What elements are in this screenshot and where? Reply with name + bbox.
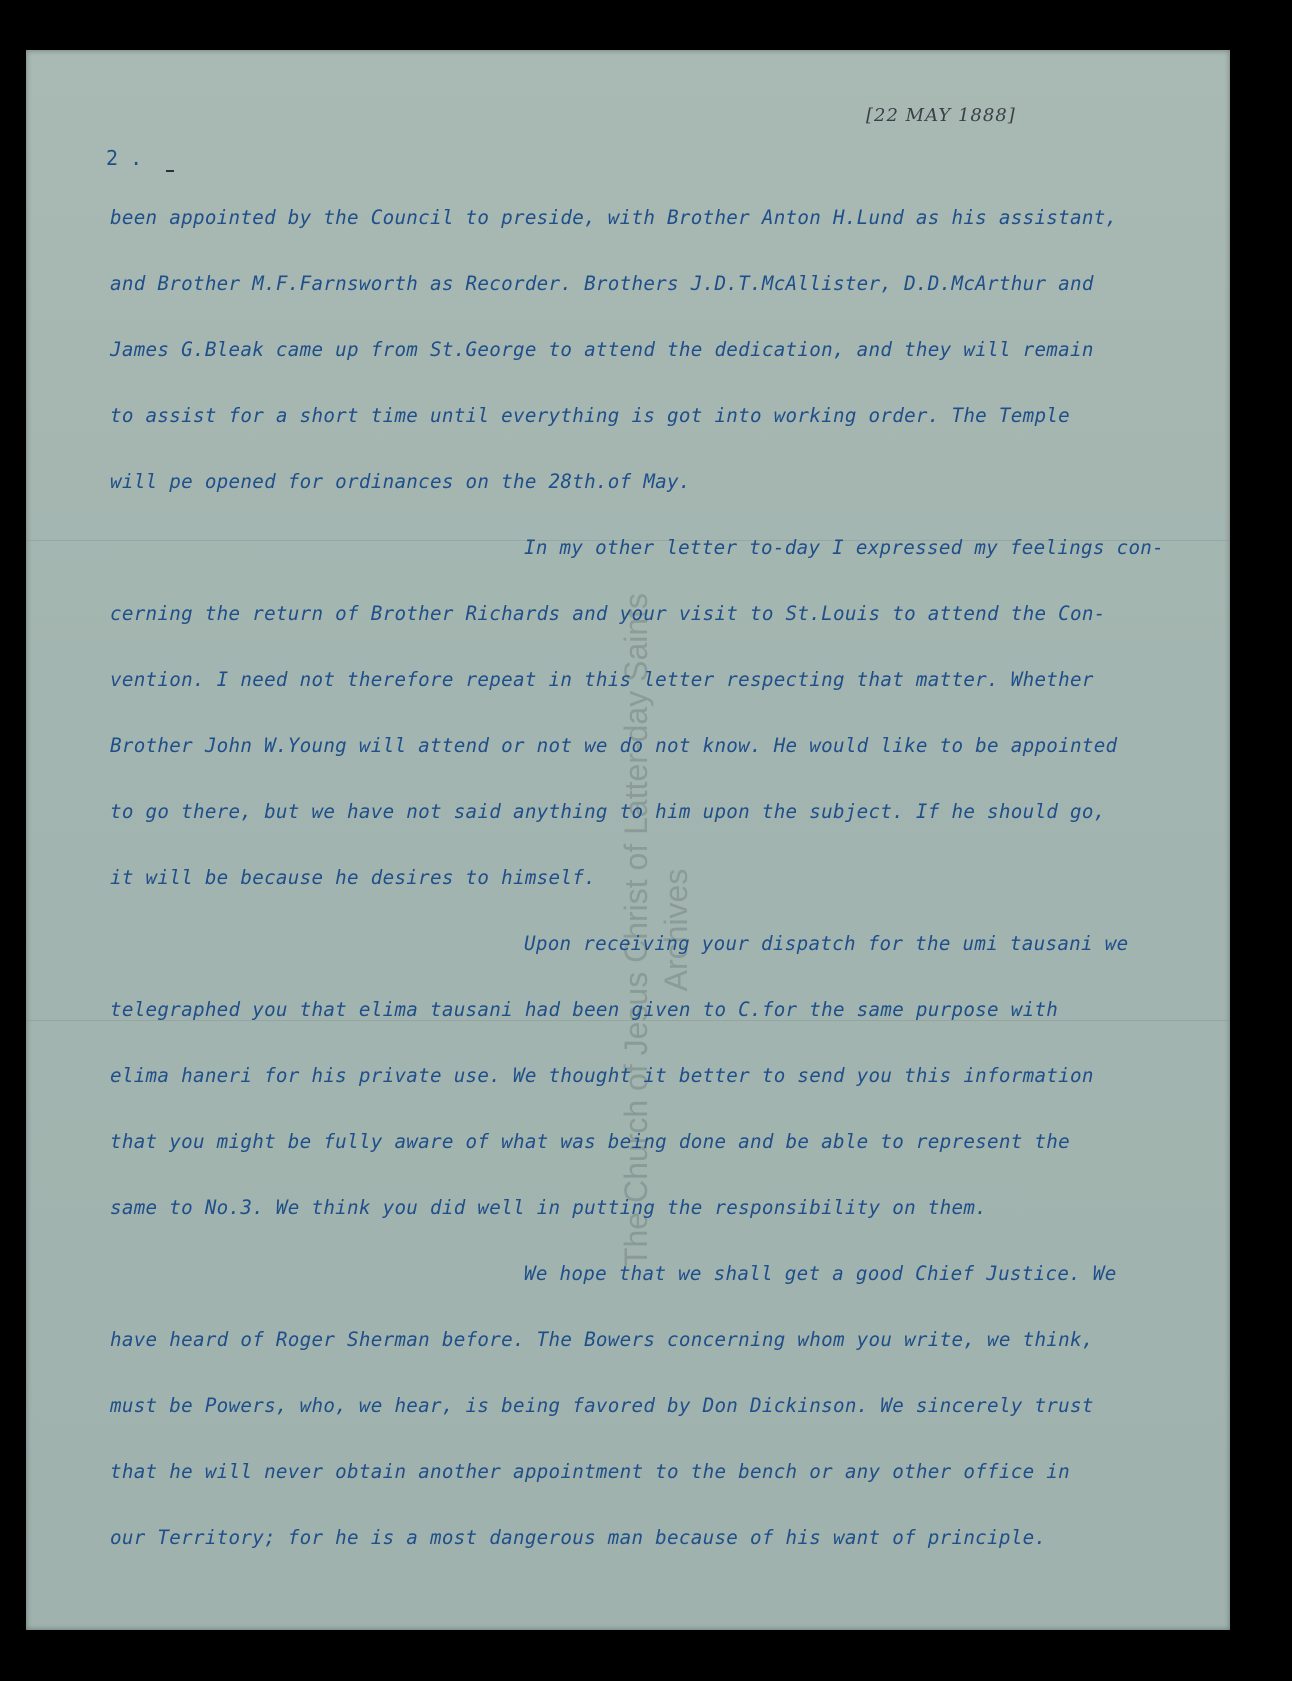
text-line: cerning the return of Brother Richards and your visit to St.Louis to attend the Con- bbox=[110, 602, 1106, 625]
text-line: to go there, but we have not said anything to him upon the subject. If he should go, bbox=[110, 800, 1106, 823]
text-line: have heard of Roger Sherman before. The Bowers concerning whom you write, we think, bbox=[110, 1328, 1094, 1351]
letter-page bbox=[26, 50, 1230, 1630]
ink-mark bbox=[166, 170, 174, 172]
text-line: been appointed by the Council to preside, with Brother Anton H.Lund as his assistant, bbox=[110, 206, 1118, 229]
page-number: 2 . bbox=[106, 146, 143, 170]
text-line: it will be because he desires to himself. bbox=[110, 866, 596, 889]
text-line: will pe opened for ordinances on the 28th.of May. bbox=[110, 470, 691, 493]
text-line: to assist for a short time until everything is got into working order. The Temple bbox=[110, 404, 1070, 427]
paragraph-first-line: Upon receiving your dispatch for the umi tausani we bbox=[524, 932, 1129, 955]
paragraph-first-line: In my other letter to-day I expressed my feelings con- bbox=[524, 536, 1164, 559]
archive-date-stamp: [22 MAY 1888] bbox=[866, 105, 1016, 126]
text-line: same to No.3. We think you did well in putting the responsibility on them. bbox=[110, 1196, 988, 1219]
text-line: elima haneri for his private use. We thought it better to send you this information bbox=[110, 1064, 1094, 1087]
text-line: James G.Bleak came up from St.George to attend the dedication, and they will remain bbox=[110, 338, 1094, 361]
text-line: that you might be fully aware of what was being done and be able to represent the bbox=[110, 1130, 1070, 1153]
text-line: vention. I need not therefore repeat in this letter respecting that matter. Whether bbox=[110, 668, 1094, 691]
letter-body bbox=[110, 200, 1250, 1586]
text-line: must be Powers, who, we hear, is being favored by Don Dickinson. We sincerely trust bbox=[110, 1394, 1094, 1417]
paragraph-first-line: We hope that we shall get a good Chief Justice. We bbox=[524, 1262, 1117, 1285]
text-line: that he will never obtain another appointment to the bench or any other office in bbox=[110, 1460, 1070, 1483]
watermark-line: The Church of Jesus Christ of Latter-day Saints bbox=[618, 592, 654, 1268]
text-line: Brother John W.Young will attend or not we do not know. He would like to be appointed bbox=[110, 734, 1118, 757]
watermark-line: Archives bbox=[658, 868, 694, 992]
text-line: telegraphed you that elima tausani had been given to C.for the same purpose with bbox=[110, 998, 1059, 1021]
text-line: and Brother M.F.Farnsworth as Recorder. Brothers J.D.T.McAllister, D.D.McArthur and bbox=[110, 272, 1094, 295]
text-line: our Territory; for he is a most dangerous man because of his want of principle. bbox=[110, 1526, 1047, 1549]
